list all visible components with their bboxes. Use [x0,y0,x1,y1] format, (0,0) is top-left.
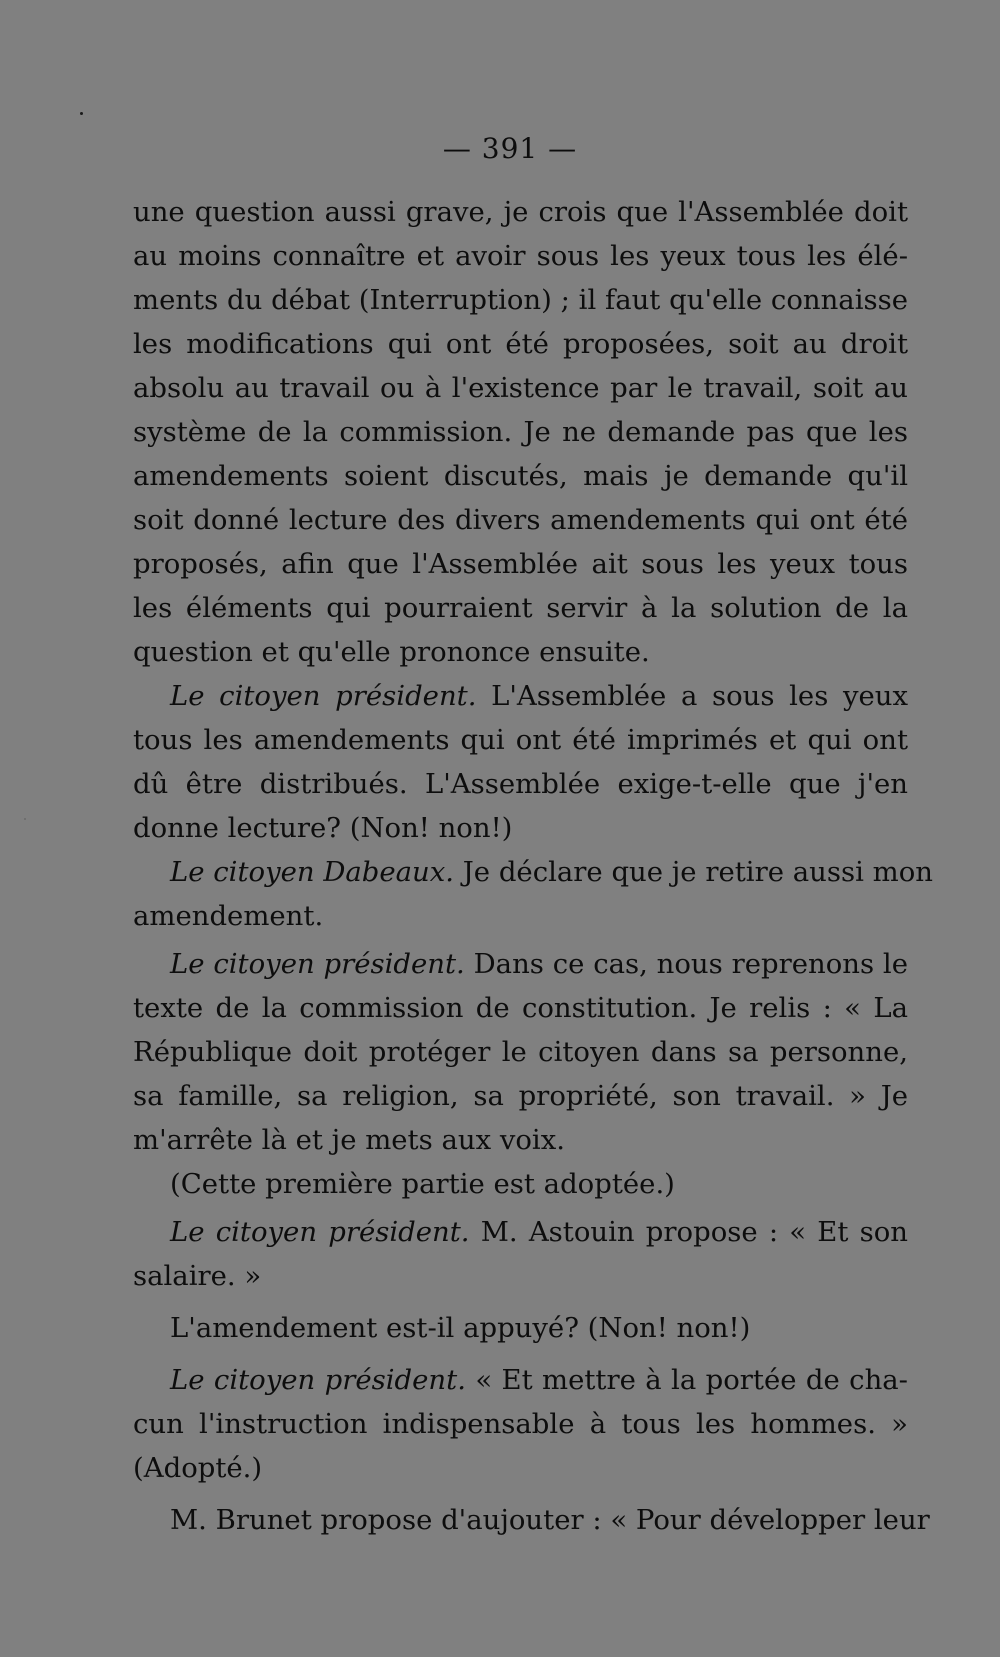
line-text: cun l'instruction indispensable à tous les hommes. » [133,1408,908,1440]
line-text: les éléments qui pourraient servir à la solution de la [133,592,908,624]
speaker-line [133,1358,908,1402]
text-line [133,542,908,586]
text-line [133,586,908,630]
speaker-name: Le citoyen président. [170,948,465,980]
speaker-line [133,942,908,986]
speaker-name: Le citoyen Dabeaux. [170,856,455,888]
line-text: soit donné lecture des divers amendements qui ont été [133,504,908,536]
line-text: M. Astouin propose : « Et son [469,1216,908,1248]
text-line [133,1446,908,1490]
text-line [133,322,908,366]
line-text: (Cette première partie est adoptée.) [170,1168,675,1200]
line-text: système de la commission. Je ne demande pas que les [133,416,908,448]
line-text: les modifications qui ont été proposées, soit au droit [133,328,908,360]
line-text: m'arrête là et je mets aux voix. [133,1124,565,1156]
line-text: salaire. » [133,1260,262,1292]
line-text: République doit protéger le citoyen dans sa personne, [133,1036,908,1068]
line-text: donne lecture? (Non! non!) [133,812,513,844]
speaker-name: Le citoyen président. [170,680,477,712]
page-number: — 391 — [442,132,578,165]
line-text: Dans ce cas, nous reprenons le [464,948,908,980]
line-text: sa famille, sa religion, sa propriété, son travail. » Je [133,1080,908,1112]
speaker-name: Le citoyen président. [170,1364,466,1396]
line-text: question et qu'elle prononce ensuite. [133,636,650,668]
line-text: amendement. [133,900,324,932]
line-text: proposés, afin que l'Assemblée ait sous les yeux tous [133,548,908,580]
text-line [133,1030,908,1074]
line-text: M. Brunet propose d'aujouter : « Pour développer leur [170,1504,930,1536]
line-text: Je déclare que je retire aussi mon [454,856,933,888]
line-text: (Adopté.) [133,1452,263,1484]
text-line [133,454,908,498]
text-line [133,366,908,410]
text-line [133,190,908,234]
line-text: texte de la commission de constitution. Je relis : « La [133,992,908,1024]
line-text: au moins connaître et avoir sous les yeux tous les élé- [133,240,908,272]
text-line [133,986,908,1030]
text-line [133,762,908,806]
text-line [133,1162,908,1206]
text-line [133,1402,908,1446]
text-line [133,1254,908,1298]
speaker-line [133,850,933,894]
text-line [133,498,908,542]
speaker-name: Le citoyen président. [170,1216,470,1248]
text-line [133,1118,908,1162]
ink-speck [24,818,26,820]
line-text: « Et mettre à la portée de cha- [465,1364,908,1396]
text-line [133,1074,908,1118]
text-line [133,278,908,322]
line-text: ments du débat (Interruption) ; il faut qu'elle connaisse [133,284,908,316]
text-line [133,718,908,762]
text-line [133,894,908,938]
line-text: L'amendement est-il appuyé? (Non! non!) [170,1312,751,1344]
speaker-line [133,1210,908,1254]
body-text [133,190,933,1542]
text-line [133,234,908,278]
text-line [133,630,908,674]
text-line [133,1306,908,1350]
text-line [133,1498,930,1542]
ink-speck [80,112,83,115]
line-text: L'Assemblée a sous les yeux [476,680,908,712]
line-text: absolu au travail ou à l'existence par le travail, soit au [133,372,908,404]
speaker-line [133,674,908,718]
line-text: tous les amendements qui ont été imprimés et qui ont [133,724,908,756]
text-line [133,410,908,454]
line-text: dû être distribués. L'Assemblée exige-t-elle que j'en [133,768,908,800]
line-text: une question aussi grave, je crois que l'Assemblée doit [133,196,908,228]
text-line [133,806,908,850]
line-text: amendements soient discutés, mais je demande qu'il [133,460,908,492]
